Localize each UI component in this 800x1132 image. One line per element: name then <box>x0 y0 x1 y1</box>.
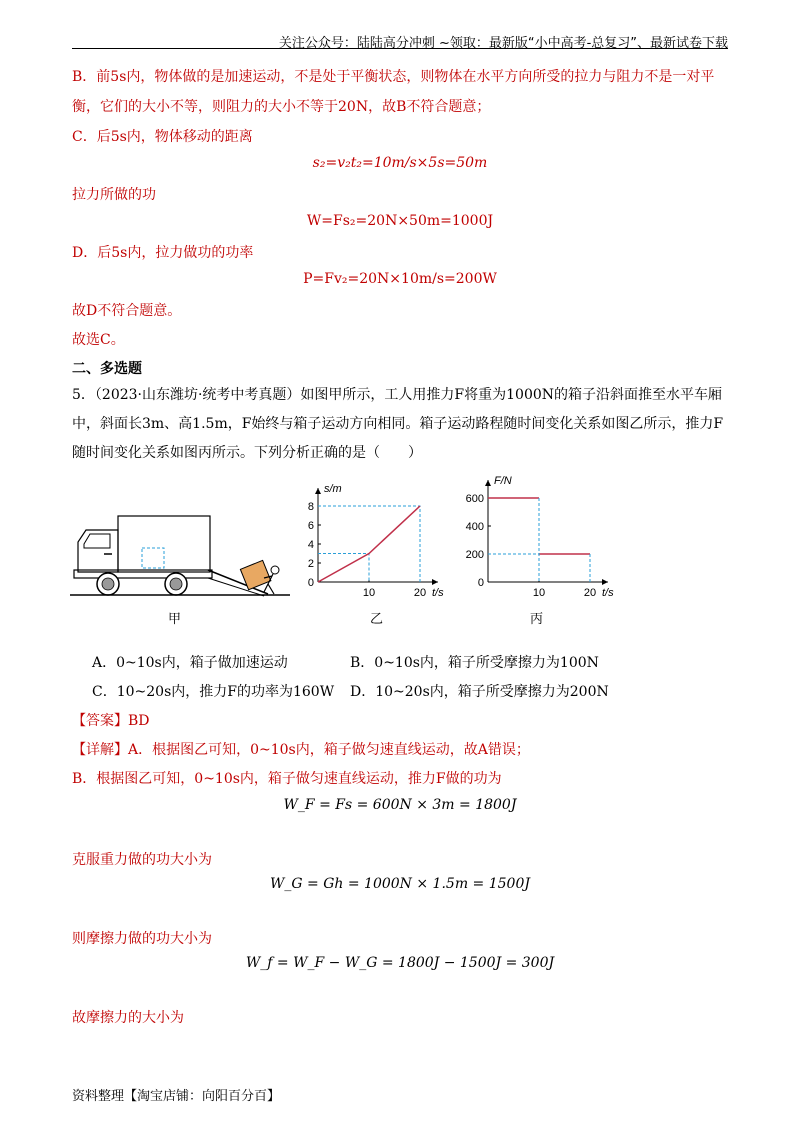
yi-y-arrow <box>315 488 321 494</box>
prev-d-conclusion: 故D不符合题意。 <box>72 303 182 319</box>
detail-eq1: W_F = Fs = 600N × 3m = 1800J <box>283 797 517 813</box>
prev-choose: 故选C。 <box>72 332 125 348</box>
bing-x-tick-label: 10 <box>532 587 546 599</box>
option-b[interactable]: B．0~10s内，箱子所受摩擦力为100N <box>350 655 599 671</box>
prev-d-line: D．后5s内，拉力做功的功率 <box>72 245 254 261</box>
yi-y-tick-label: 4 <box>307 539 314 551</box>
detail-label3: 则摩擦力做的功大小为 <box>72 931 212 947</box>
prev-work-label: 拉力所做的功 <box>72 187 156 203</box>
truck-chassis <box>74 570 212 578</box>
question-line3: 随时间变化关系如图丙所示。下列分析正确的是（ ） <box>72 445 422 461</box>
yi-y-tick-label: 0 <box>307 577 314 589</box>
option-c[interactable]: C．10~20s内，推力F的功率为160W <box>92 684 335 700</box>
chart-bing <box>452 470 642 610</box>
yi-y-tick-label: 6 <box>307 520 314 532</box>
cargo-dashed-box <box>142 548 164 568</box>
option-d[interactable]: D．10~20s内，箱子所受摩擦力为200N <box>350 684 609 700</box>
bing-y-label: F/N <box>494 475 512 487</box>
question-line1: 5．（2023·山东潍坊·统考中考真题）如图甲所示，工人用推力F将重为1000N的箱子沿斜面推至水平车厢 <box>72 387 723 403</box>
prev-eq2: W=Fs₂=20N×50m=1000J <box>306 213 494 229</box>
yi-x-tick-label: 10 <box>362 587 376 599</box>
prev-eq3: P=Fv₂=20N×10m/s=200W <box>303 271 497 287</box>
detail-label4: 故摩擦力的大小为 <box>72 1010 184 1026</box>
section-title: 二、多选题 <box>72 361 142 377</box>
yi-x-arrow <box>432 579 438 585</box>
truck-cabin <box>78 530 118 572</box>
detail-eq3: W_f = W_F − W_G = 1800J − 1500J = 300J <box>245 955 555 971</box>
bing-x-tick-label: 20 <box>583 587 597 599</box>
prev-c-line: C．后5s内，物体移动的距离 <box>72 129 253 145</box>
bing-y-tick-label: 200 <box>465 549 484 561</box>
page-header: 关注公众号：陆陆高分冲刺 ~领取：最新版“小中高考-总复习”、最新试卷下载 <box>278 36 728 51</box>
bing-y-tick-label: 0 <box>477 577 484 589</box>
detail-eq2: W_G = Gh = 1000N × 1.5m = 1500J <box>270 876 530 892</box>
detail-line2: B．根据图乙可知，0~10s内，箱子做匀速直线运动，推力F做的功为 <box>72 771 502 787</box>
bing-y-tick-label: 600 <box>465 493 484 505</box>
question-line2: 中，斜面长3m、高1.5m，F始终与箱子运动方向相同。箱子运动路程随时间变化关系如图乙所示，推力F <box>72 416 724 432</box>
yi-y-label: s/m <box>324 483 342 495</box>
yi-y-tick-label: 2 <box>307 558 314 570</box>
yi-y-tick-label: 8 <box>307 501 314 513</box>
detail-label2: 克服重力做的功大小为 <box>72 852 212 868</box>
yi-series-s <box>318 506 420 582</box>
bing-x-arrow <box>602 579 608 585</box>
yi-x-label: t/s <box>432 587 444 599</box>
detail-line1: 【详解】A．根据图乙可知，0~10s内，箱子做匀速直线运动，故A错误； <box>72 742 530 758</box>
bing-x-label: t/s <box>602 587 614 599</box>
caption-yi: 乙 <box>370 612 384 627</box>
truck-window <box>84 534 110 548</box>
caption-bing: 丙 <box>530 612 544 627</box>
bing-y-arrow <box>485 480 491 486</box>
bing-y-tick-label: 400 <box>465 521 484 533</box>
yi-x-tick-label: 20 <box>413 587 427 599</box>
prev-b-line2: 衡，它们的大小不等，则阻力的大小不等于20N，故B不符合题意； <box>72 99 491 115</box>
footer: 资料整理【淘宝店铺：向阳百分百】 <box>72 1089 281 1104</box>
caption-jia: 甲 <box>168 612 182 627</box>
prev-eq1: s₂=v₂t₂=10m/s×5s=50m <box>312 155 488 171</box>
header-divider <box>72 48 728 49</box>
worker-head <box>271 566 279 574</box>
chart-yi <box>292 470 452 610</box>
yi-guide <box>318 506 420 582</box>
prev-b-line1: B．前5s内，物体做的是加速运动，不是处于平衡状态，则物体在水平方向所受的拉力与阻力不是一对平 <box>72 69 715 85</box>
answer: 【答案】BD <box>72 713 150 729</box>
option-a[interactable]: A．0~10s内，箱子做加速运动 <box>92 655 288 671</box>
